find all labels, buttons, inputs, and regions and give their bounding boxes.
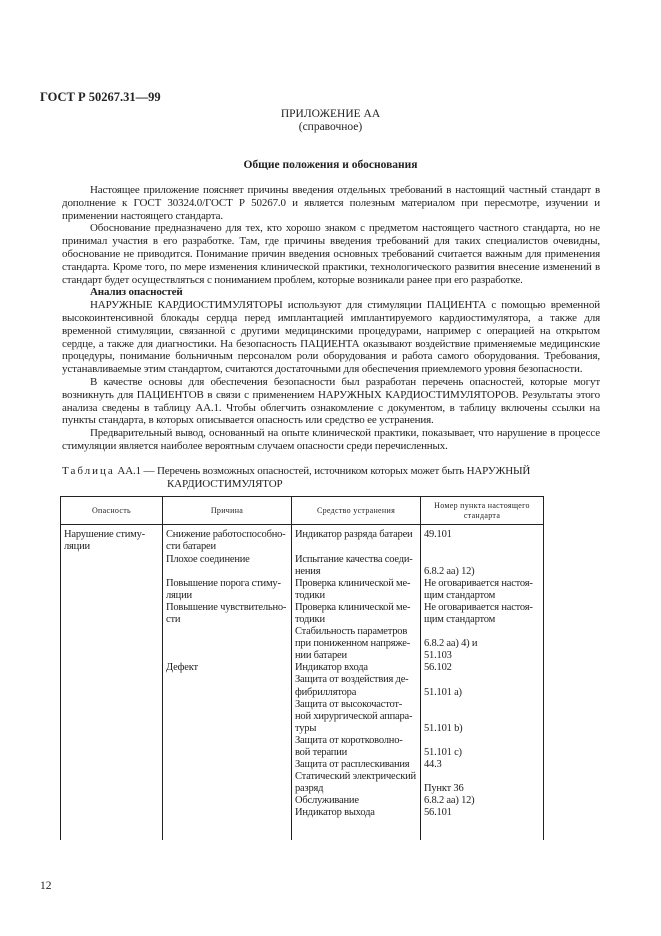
paragraph: В качестве основы для обеспечения безопасности был разработан перечень опасностей, которые могут возникнуть для ПАЦИЕНТОВ в связи с применением НАРУЖНЫХ КАРДИОСТИМУЛЯТОРОВ. Результаты этого анализа сведены в таблицу АА.1. Чтобы облегчить ознакомление с документом, в таблицу включены ссылки на пункты стандарта, в которых описывается опасность или средство ее устранения.	[62, 375, 600, 427]
header-hazard: Опасность	[61, 497, 163, 525]
cell-line: 6.8.2 аа) 4) и	[424, 638, 478, 650]
paragraph: Предварительный вывод, основанный на опыте клинической практики, показывает, что нарушение в процессе стимуляции является наиболее вероятным случаем опасности среди перечисленных.	[62, 427, 600, 452]
cell-line: Нарушение стиму-	[64, 529, 145, 541]
cell-line	[424, 674, 540, 686]
cell-line: Пункт 36	[424, 783, 464, 795]
col-hazard	[61, 525, 163, 840]
cell-line: ляции	[166, 589, 192, 601]
appendix-subtitle: (справочное)	[298, 121, 363, 133]
cell-line: 6.8.2 аа) 12)	[424, 565, 475, 577]
section-title: Общие положения и обоснования	[243, 159, 418, 171]
cell-line: Индикатор входа	[295, 662, 368, 674]
cell-line: Обслуживание	[295, 795, 359, 807]
cell-line: 51.101 b)	[424, 722, 463, 734]
cell-line	[424, 771, 540, 783]
caption-line1: АА.1 — Перечень возможных опасностей, источником которых может быть НАРУЖНЫЙ	[117, 464, 531, 477]
cell-line: Дефект	[166, 662, 198, 674]
cell-line: Стабильность параметров	[295, 626, 408, 638]
cell-line: 51.101 c)	[424, 747, 462, 759]
table-row	[61, 525, 544, 840]
cell-line: 44.3	[424, 759, 442, 771]
header-clause: Номер пункта настоящего стандарта	[421, 497, 544, 525]
cell-line: Повышение чувствительно-	[166, 601, 287, 613]
subheading: Анализ опасностей	[90, 286, 183, 299]
cell-line	[424, 735, 540, 747]
cell-line: 51.101 a)	[424, 686, 462, 698]
cell-line: Индикатор выхода	[295, 807, 375, 819]
cell-line: нения	[295, 565, 321, 577]
cell-line: сти батареи	[166, 541, 216, 553]
col-cause	[163, 525, 292, 840]
caption-line2: КАРДИОСТИМУЛЯТОР	[167, 477, 283, 490]
table-header-row	[61, 497, 544, 525]
cell-line: тодики	[295, 613, 325, 625]
appendix-title: ПРИЛОЖЕНИЕ АА	[280, 108, 381, 120]
cell-line: разряд	[295, 783, 324, 795]
hazard-table	[60, 496, 544, 839]
cell-line: Защита от высокочастот-	[295, 698, 403, 710]
cell-line: при пониженном напряже-	[295, 638, 411, 650]
document-id: ГОСТ Р 50267.31—99	[40, 90, 161, 104]
cell-line: нии батареи	[295, 650, 347, 662]
cell-line: Статический электрический	[295, 771, 416, 783]
cell-line: ной хирургической аппара-	[295, 710, 413, 722]
col-clause	[421, 525, 544, 840]
paragraph: Настоящее приложение поясняет причины введения отдельных требований в настоящий частный стандарт в дополнение к ГОСТ 30324.0/ГОСТ Р 50267.0 и является полезным материалом при пересмотре, изучении и применении настоящего стандарта.	[62, 184, 600, 222]
cell-line	[166, 626, 288, 638]
cell-line: Защита от воздействия де-	[295, 674, 409, 686]
cell-line: тодики	[295, 589, 325, 601]
cell-line	[424, 711, 540, 723]
cell-line: Плохое соединение	[166, 553, 250, 565]
header-cause: Причина	[163, 497, 292, 525]
cell-line	[424, 626, 540, 638]
cell-line	[166, 566, 288, 578]
body-text	[62, 184, 600, 453]
cell-line: туры	[295, 722, 317, 734]
cell-line: вой терапии	[295, 747, 348, 759]
cell-line: фибриллятора	[295, 686, 357, 698]
header-remedy: Средство устранения	[292, 497, 421, 525]
page-number: 12	[40, 879, 52, 892]
cell-line	[424, 699, 540, 711]
cell-line	[166, 638, 288, 650]
table-label: Таблица	[62, 464, 115, 477]
cell-line: Проверка клинической ме-	[295, 577, 411, 589]
col-remedy	[292, 525, 421, 840]
cell-line: Повышение порога стиму-	[166, 577, 281, 589]
cell-line: сти	[166, 613, 181, 625]
cell-line: Индикатор разряда батареи	[295, 529, 413, 541]
cell-line: 49.101	[424, 529, 452, 541]
cell-line: щим стандартом	[424, 613, 496, 625]
cell-line: Испытание качества соеди-	[295, 553, 413, 565]
paragraph: Обоснование предназначено для тех, кто хорошо знаком с предметом настоящего частного стандарта, но не принимал участия в его разработке. Там, где причины введения требований для таких специалистов очевидны, обоснование не приводится. Понимание причин введения основных требований считается важным для применения стандарта. Кроме того, по мере изменения клинической практики, технологического развития внесение изменений в стандарт будет осуществляться с пониманием проблем, которые возникали ранее при его разработке.	[62, 222, 600, 286]
cell-line	[295, 541, 417, 553]
cell-line: 56.102	[424, 662, 452, 674]
cell-line: 56.101	[424, 807, 452, 819]
paragraph: НАРУЖНЫЕ КАРДИОСТИМУЛЯТОРЫ используют для стимуляции ПАЦИЕНТА с помощью временной высокоинтенсивной блокады сердца перед имплантацией имплантируемого кардиостимулятора, а также для временной стимуляции, связанной с другими медицинскими процедурами, например с операцией на открытом сердце, а также для диагностики. На безопасность ПАЦИЕНТА оказывают воздействие применяемые медицинские процедуры, понимание больничным персоналом роли оборудования и работа самого оборудования. Требования, устанавливаемые этим стандартом, считаются достаточными для обеспечения приемлемого уровня безопасности.	[62, 299, 600, 376]
cell-line: Не оговаривается настоя-	[424, 601, 533, 613]
cell-line: Защита от расплескивания	[295, 759, 410, 771]
cell-line: щим стандартом	[424, 589, 496, 601]
cell-line	[424, 554, 540, 566]
cell-line: ляции	[64, 541, 90, 553]
cell-line: 51.103	[424, 650, 452, 662]
cell-line: Снижение работоспособно-	[166, 529, 286, 541]
cell-line: Не оговаривается настоя-	[424, 577, 533, 589]
table-caption	[62, 465, 602, 491]
cell-line: Защита от коротковолно-	[295, 734, 403, 746]
cell-line: 6.8.2 аа) 12)	[424, 795, 475, 807]
cell-line	[424, 541, 540, 553]
cell-line	[166, 650, 288, 662]
cell-line: Проверка клинической ме-	[295, 601, 411, 613]
